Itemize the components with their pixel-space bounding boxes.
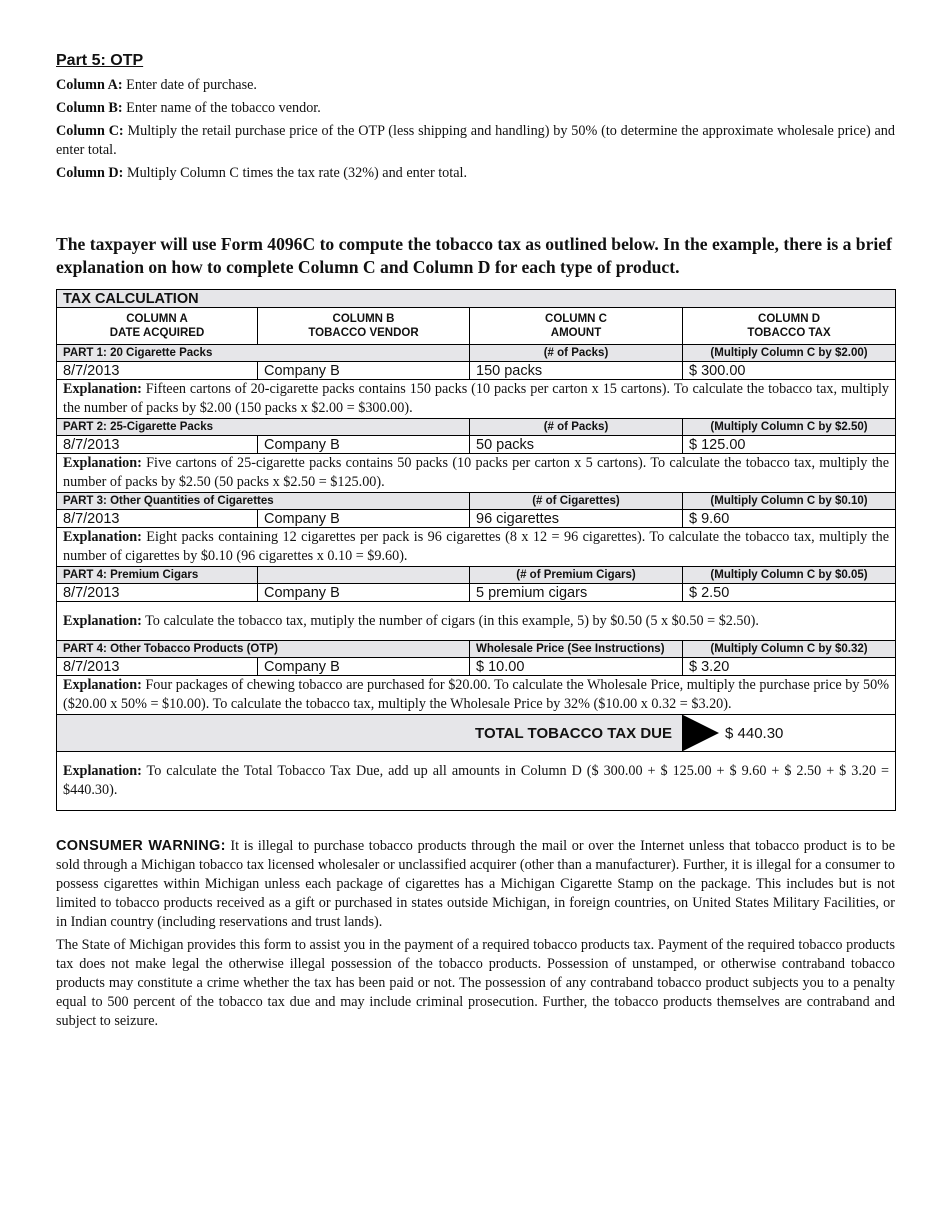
date-acquired-cell[interactable]: 8/7/2013 — [57, 362, 258, 380]
total-tax-label: TOTAL TOBACCO TAX DUE — [57, 715, 683, 752]
tobacco-tax-cell[interactable]: $ 9.60 — [683, 510, 896, 528]
date-acquired-cell[interactable]: 8/7/2013 — [57, 436, 258, 454]
amount-cell[interactable]: 5 premium cigars — [470, 584, 683, 602]
arrow-icon — [683, 715, 719, 751]
amount-cell[interactable]: 50 packs — [470, 436, 683, 454]
part-heading: PART 1: 20 Cigarette Packs — [57, 345, 470, 362]
explanation-row — [57, 454, 896, 493]
part-header-row — [57, 493, 896, 510]
instruction-text: Enter name of the tobacco vendor. — [122, 100, 321, 116]
lead-paragraph: The taxpayer will use Form 4096C to compute the tobacco tax as outlined below. In the example, there is a brief explanation on how to complete Column C and Column D for each type of product. — [56, 234, 892, 277]
instruction-label: Column C: — [56, 123, 124, 139]
part-empty-cell — [258, 567, 470, 584]
instruction-column-d — [56, 164, 895, 183]
column-c-header: COLUMN C AMOUNT — [470, 308, 683, 345]
part-col-c-header: (# of Cigarettes) — [470, 493, 683, 510]
explanation-text: Explanation: Five cartons of 25-cigarette packs contains 50 packs (10 packs per carton x 5 cartons). To calculate the tobacco tax, multiply the number of packs by $2.50 (50 packs x $2.50 = $125.00). — [57, 454, 896, 493]
consumer-warning — [56, 837, 895, 932]
amount-cell[interactable]: 96 cigarettes — [470, 510, 683, 528]
document-page — [56, 52, 895, 1031]
tobacco-tax-cell[interactable]: $ 2.50 — [683, 584, 896, 602]
date-acquired-cell[interactable]: 8/7/2013 — [57, 584, 258, 602]
table-row — [57, 658, 896, 676]
total-tax-value: $ 440.30 — [725, 724, 784, 742]
explanation-row — [57, 528, 896, 567]
part-header-row — [57, 345, 896, 362]
tobacco-tax-cell[interactable]: $ 300.00 — [683, 362, 896, 380]
part-col-d-header: (Multiply Column C by $0.05) — [683, 567, 896, 584]
part-heading: PART 3: Other Quantities of Cigarettes — [57, 493, 470, 510]
vendor-cell[interactable]: Company B — [258, 436, 470, 454]
tax-calculation-table — [56, 289, 896, 811]
part-col-c-header: (# of Packs) — [470, 345, 683, 362]
table-row — [57, 362, 896, 380]
state-notice-paragraph: The State of Michigan provides this form to assist you in the payment of a required tobacco products tax. Payment of the required tobacco products tax does not make legal the otherwise illegal possession of the tobacco products. Possession of unstamped, or otherwise contraband tobacco products may constitute a crime whether the tax has been paid or not. The possession of any contraband tobacco product subjects you to a penalty equal to 500 percent of the tobacco tax due and may include criminal prosecution. Further, the tobacco products themselves are contraband and subject to seizure. — [56, 937, 895, 1029]
date-acquired-cell[interactable]: 8/7/2013 — [57, 658, 258, 676]
explanation-row — [57, 380, 896, 419]
instruction-column-b — [56, 99, 895, 118]
explanation-text: Explanation: Four packages of chewing tobacco are purchased for $20.00. To calculate the Wholesale Price, multiply the purchase price by 50% ($20.00 x 50% = $10.00). To calculate the tobacco tax, multiply the Wholesale Price by 32% ($10.00 x 0.32 = $3.20). — [57, 676, 896, 715]
column-b-header: COLUMN B TOBACCO VENDOR — [258, 308, 470, 345]
date-acquired-cell[interactable]: 8/7/2013 — [57, 510, 258, 528]
part-col-d-header: (Multiply Column C by $0.32) — [683, 641, 896, 658]
instruction-text: Multiply Column C times the tax rate (32%) and enter total. — [123, 165, 467, 181]
part-header-row — [57, 419, 896, 436]
explanation-text: Explanation: To calculate the tobacco tax, mutiply the number of cigars (in this example, 5) by $0.50 (5 x $0.50 = $2.50). — [57, 602, 896, 641]
explanation-text: Explanation: Fifteen cartons of 20-cigarette packs contains 150 packs (10 packs per carton x 15 cartons). To calculate the tobacco tax, multiply the number of packs by $2.00 (150 packs x $2.00 = $300.00). — [57, 380, 896, 419]
explanation-row — [57, 752, 896, 811]
section-title: Part 5: OTP — [56, 52, 144, 69]
vendor-cell[interactable]: Company B — [258, 510, 470, 528]
amount-cell[interactable]: 150 packs — [470, 362, 683, 380]
explanation-row — [57, 676, 896, 715]
warning-label: CONSUMER WARNING: — [56, 838, 226, 854]
explanation-text: Explanation: Eight packs containing 12 cigarettes per pack is 96 cigarettes (8 x 12 = 96 cigarettes). To calculate the tobacco tax, multiply the number of cigarettes by $0.10 (96 cigarettes x 0.10 = $9.60). — [57, 528, 896, 567]
instruction-label: Column A: — [56, 77, 123, 93]
table-row — [57, 436, 896, 454]
part-header-row — [57, 641, 896, 658]
part-heading: PART 4: Other Tobacco Products (OTP) — [57, 641, 470, 658]
instruction-text: Multiply the retail purchase price of the OTP (less shipping and handling) by 50% (to determine the approximate wholesale price) and enter total. — [56, 123, 895, 158]
part-col-c-header: Wholesale Price (See Instructions) — [470, 641, 683, 658]
part-col-c-header: (# of Packs) — [470, 419, 683, 436]
tobacco-tax-cell[interactable]: $ 125.00 — [683, 436, 896, 454]
amount-cell[interactable]: $ 10.00 — [470, 658, 683, 676]
part-col-c-header: (# of Premium Cigars) — [470, 567, 683, 584]
vendor-cell[interactable]: Company B — [258, 658, 470, 676]
total-row — [57, 715, 896, 752]
total-tax-cell[interactable] — [683, 715, 896, 752]
instruction-label: Column B: — [56, 100, 123, 116]
vendor-cell[interactable]: Company B — [258, 584, 470, 602]
instruction-text: Enter date of purchase. — [122, 77, 257, 93]
warning-text: It is illegal to purchase tobacco products through the mail or over the Internet unless that tobacco product is to be sold through a Michigan tobacco tax licensed wholesaler or unclassified acquirer (other than a manufacturer). Further, it is illegal for a consumer to possess cigarettes within Michigan unless each package of cigarettes has a Michigan Cigarette Stamp on the package. This includes but is not limited to tobacco products received as a gift or purchased in states outside Michigan, in foreign countries, on United States Military Facilities, or in Indian country (including reservations and trust lands). — [56, 838, 895, 930]
explanation-row — [57, 602, 896, 641]
column-a-header: COLUMN A DATE ACQUIRED — [57, 308, 258, 345]
part-heading: PART 2: 25-Cigarette Packs — [57, 419, 470, 436]
table-row — [57, 510, 896, 528]
vendor-cell[interactable]: Company B — [258, 362, 470, 380]
part-col-d-header: (Multiply Column C by $2.50) — [683, 419, 896, 436]
instruction-column-c — [56, 122, 895, 160]
table-row — [57, 584, 896, 602]
column-d-header: COLUMN D TOBACCO TAX — [683, 308, 896, 345]
part-heading: PART 4: Premium Cigars — [57, 567, 258, 584]
part-col-d-header: (Multiply Column C by $0.10) — [683, 493, 896, 510]
part-header-row — [57, 567, 896, 584]
tobacco-tax-cell[interactable]: $ 3.20 — [683, 658, 896, 676]
part-col-d-header: (Multiply Column C by $2.00) — [683, 345, 896, 362]
instruction-label: Column D: — [56, 165, 124, 181]
instruction-column-a — [56, 76, 895, 95]
table-title: TAX CALCULATION — [57, 290, 896, 308]
explanation-text: Explanation: To calculate the Total Tobacco Tax Due, add up all amounts in Column D ($ 300.00 + $ 125.00 + $ 9.60 + $ 2.50 + $ 3.20 = $440.30). — [57, 752, 896, 811]
